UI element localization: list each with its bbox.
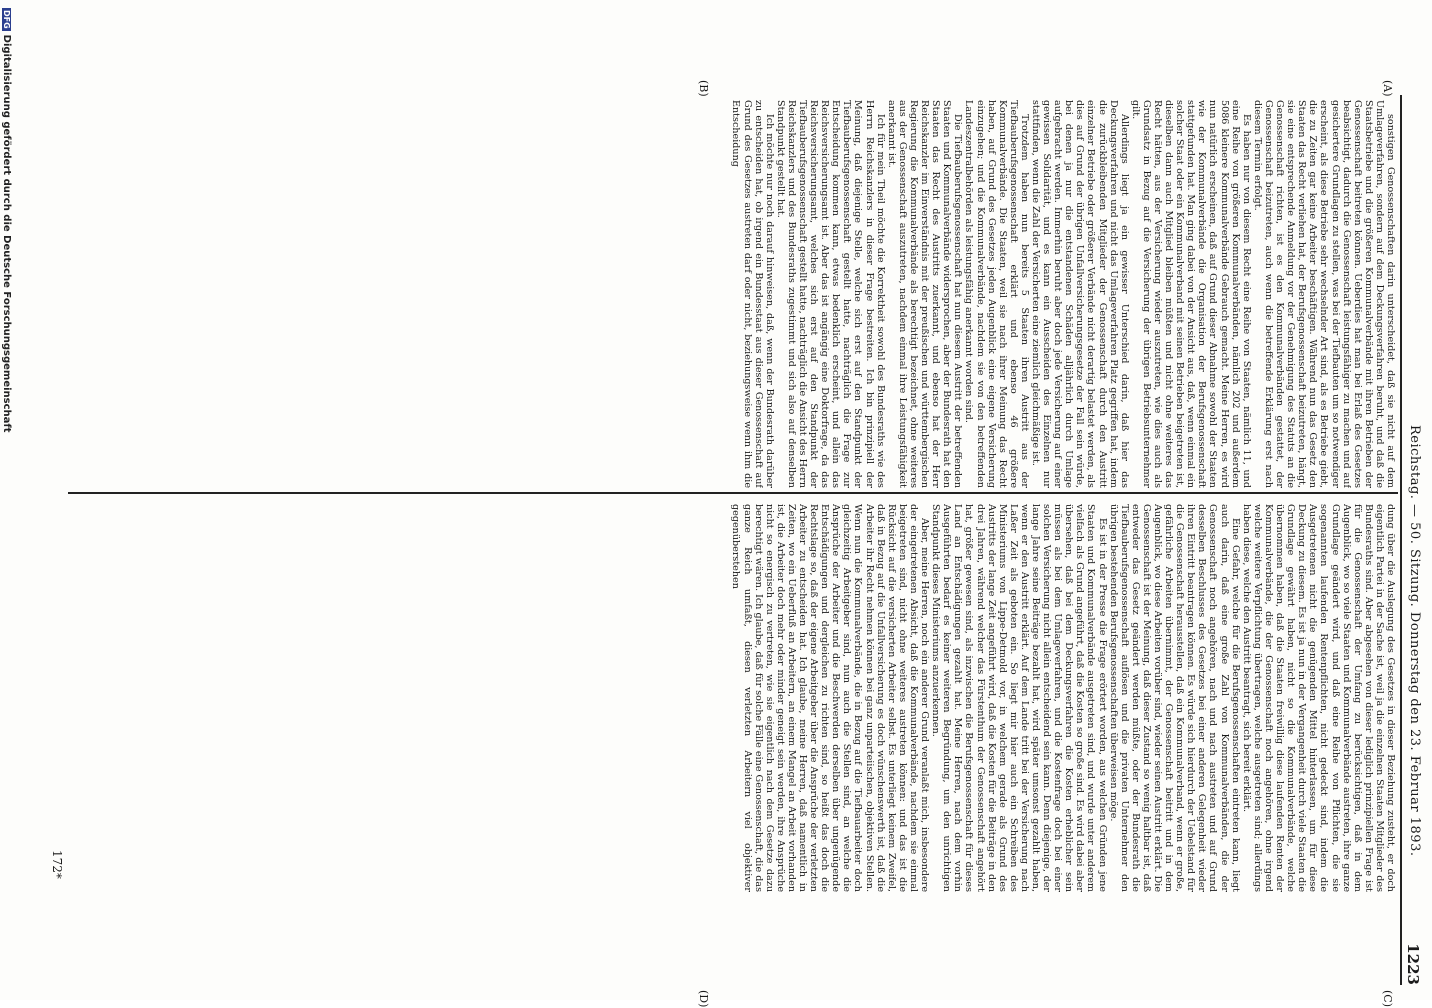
paragraph: dung über die Auslegung des Gesetzes in dieser Beziehung zusteht, er doch eigentlich Partei in der Sache ist, weil ja die einzelnen Staaten Mitglieder des Bundesraths sind. Aber abgesehen von dieser lediglich prinzipiellen Frage ist für die Genossenschaft der Umfang zu berücksichtigen, daß in dem Augenblick, wo so viele Staaten und Kommunalverbände austreten, ihre ganze Grundlage geändert wird, und daß eine Reihe von Pflichten, die sie sogenannten laufenden Rentenpflichten, nicht gedeckt sind, indem die Ausgetretenen nicht die genügenden Mittel hinterlassen, um für diese Deckung zu diesem. Es ist ja nun in der Vergangenheit durch viele Staaten die Grundlage gewährt haben, nicht so die Kommunalverbände, welche übernommen haben, daß die Staaten freiwillig diese laufenden Renten der Kommunalverbände, die der Genossenschaft noch angehören, ohne irgend welche weitere Verpflichtung übertragen, welche ausgetreten sind; allerdings haben diese, welche den Austritt beantragt, sich bereit erklärt.: [1240, 504, 1396, 892]
page-number: 1223: [1404, 943, 1422, 985]
paragraph: Ich für mein Theil möchte die Korrektheit sowohl des Bundesraths wie des Herrn Reichskanzlers in dieser Frage bestreiten. Ich bin prinzipiell der Meinung, daß diejenige Stelle, welche sich erst auf den Standpunkt der Tiefbauberufsgenossenschaft gestellt hatte, nachträglich die Frage zur Entscheidung kommen kann, etwas bedenklich erscheint, und allein das Reichsversicherungsamt ist. Aber das ist angängig eine Doktorfrage, da das Reichsversicherungsamt, welches sich erst auf den Standpunkt der Tiefbauberufsgenossenschaft gestellt hatte, nachträglich die Ansicht des Herrn Reichskanzlers und des Bundesraths zugestimmt und sich also auf denselben Standpunkt gestellt hat.: [774, 100, 886, 488]
header-title: Reichstag. — 50. Sitzung. Donnerstag den 23. Februar 1893.: [1407, 425, 1422, 857]
paragraph: sonstigen Genossenschaften darin unterscheidet, daß sie nicht auf dem Umlageverfahren, sondern auf dem Deckungsverfahren beruht, und daß die Staatsbetriebe und die größeren Kommunalverbände mit ihren Betrieben der Genossenschaft beitreten können. Ueberdies hat man bei Erlaß des Gesetzes beabsichtigt, dadurch die Genossenschaft leistungsfähiger zu machen und auf gesichertere Grundlagen zu stellen, was bei der Tiefbauten um so notwendiger erscheint, als diese Betriebe sehr wechselnder Art sind, als es Betriebe giebt, die zu Zeiten gar keine Arbeiter beschäftigen. Während nun das Gesetz den Staaten das Recht verliehen hat, der Berufsgenossenschaft beizutreten, hängt, sie eine entsprechende Anmeldung vor der Genehmigung des Statuts an die Genossenschaft richten, ist es den Kommunalverbänden gestattet, der Genossenschaft beizutreten, auch wenn die betreffende Erklärung erst nach diesem Termin erfolgt.: [1251, 100, 1396, 488]
margin-marker-a: (A): [1381, 80, 1394, 97]
paragraph: Ich möchte nur noch darauf hinweisen, daß, wenn der Bundesrath darüber zu entscheiden hat, ob irgend ein Bundesstaat aus dieser Genossenschaft auf Grund des Gesetzes austreten darf oder nicht, beziehungsweise wenn ihm die Entscheidung: [730, 100, 775, 488]
header-rule: [1400, 95, 1402, 985]
dfg-logo-icon: DFG: [2, 10, 11, 29]
right-text-column: [66, 504, 1396, 892]
margin-marker-d: (D): [697, 990, 710, 1008]
column-divider: [68, 492, 1398, 494]
left-text-column: [66, 100, 1396, 488]
signature-mark: 172*: [50, 850, 64, 879]
paragraph: Eine Gefahr, welche für die Berufsgenossenschaften eintreten kann, liegt auch darin, daß eine große Zahl von Kommunalverbänden, die der Genossenschaft noch angehören, nach und nach austreten und auf Grund desselben Beschlusses des Gesetzes bei einer anderen Gelegenheit wieder ihren Eintritt beantragen können. Es würde sich hierdurch der Uebelstand für die Genossenschaft herausstellen, daß ein Kommunalverband, wenn er große, gefährliche Arbeiten übernimmt, der Genossenschaft beitritt und in dem Augenblick, wo diese Arbeiten vorüber sind, wieder seinen Austritt erklärt. Die Genossenschaft ist der Meinung, daß dieser Zustand so wenig haltbar ist, daß entweder das Gesetz geändert werden müßte, oder der Bundesrath die Tiefbauberufsgenossenschaft auflösen und die privaten Unternehmer den übrigen bestehenden Berufsgenossenschaften überweisen möge.: [1107, 504, 1241, 892]
paragraph: Allerdings liegt ja ein gewisser Unterschied darin, daß hier das Deckungsverfahren und nicht das Umlageverfahren Platz gegriffen hat, indem die zurückbleibenden Mitglieder der Genossenschaft durch den Austritt einzelner Betriebe oder größerer Verbände nicht derartig belastet werden, als dies auf Grund der übrigen Unfallversicherungsgesetze der Fall sein würde, bei denen ja nur die entstandenen Schäden alljährlich durch Umlage aufgebracht werden. Immerhin beruht aber doch jede Versicherung auf einer gewissen Solidarität, und es kann ein Ausscheiden des Einzelnen nur stattfinden, wenn die Zahl der Versicherten eine ziemlich gleichmäßige ist.: [1030, 100, 1130, 488]
margin-marker-b: (B): [697, 80, 710, 97]
paragraph: Es ist in der Presse die Frage erörtert worden, aus welchen Gründen jene Staaten und Kommunalverbände ausgetreten sind, und wurde unter anderem vielfach als Grund angeführt, daß die Kosten so große sind. Es wird dabei aber übersehen, daß bei dem Deckungsverfahren die Kosten erheblicher sein müssen als bei dem Umlageverfahren, und die Kostenfrage doch bei einer solchen Versicherung nicht allein entscheidend sein kann. Denn diejenige, der lange Jahre seine Beiträge bezahlt hat, wird später umsonst gezahlt haben, wenn er den Austritt erklärt. Auf dem Lande tritt bei der Versicherung nach Laßer Zeit als geboten ein. So liegt mir hier auch ein Schreiben des Ministeriums von Lippe-Detmold vor, in welchem gerade als Grund des Austritts der lange Zeit angeführt wird, daß die Kosten für die Beiträge in den drei Jahren, während welcher das Fürstenthum der Genossenschaft angehört hat, größer gewesen sind, als inzwischen die Berufsgenossenschaft für dieses Land an Entschädigungen gezahlt hat. Meine Herren, nach dem vorhin Ausgeführten bedarf es keiner weiteren Begründung, um den unrichtigen Standpunkt dieses Ministeriums anzuerkennen.: [930, 504, 1108, 892]
paragraph: Die Tiefbauberufsgenossenschaft hat nun diesem Austritt der betreffenden Staaten und Kommunalverbände widersprochen, aber der Bundesrath hat den Staaten das Recht des Austritts zuerkannt, und ebenso hat der Herr Reichskanzler im Einverständnis mit der preußischen und württembergischen Regierung die Kommunalverbände als berechtigt bezeichnet, ohne weiteres aus der Genossenschaft auszutreten, nachdem einmal ihre Leistungsfähigkeit anerkannt ist.: [885, 100, 964, 488]
digitization-note-text: Digitalisierung gefördert durch die Deutsche Forschungsgemeinschaft: [1, 34, 12, 433]
digitization-note: [0, 0, 12, 1008]
paragraph: Es haben nur von diesem Recht eine Reihe von Staaten, nämlich 11, und eine Reihe von größeren Kommunalverbänden, nämlich 202 und außerdem 5086 kleinere Kommunalverbände Gebrauch gemacht. Meine Herren, es wird nun natürlich erscheinen, daß auf Grund dieser Abnahme sowohl der Staaten wie der Kommunalverbände die Organisation der Berufsgenossenschaft stattgefunden hat. Man ging dabei von der Ansicht aus, daß, wenn einmal ein solcher Staat oder ein Kommunalverband mit seinen Betrieben beigetreten ist, dieselben dann auch Mitglied bleiben müßten und nicht ohne weiteres das Recht hätten, aus der Versicherung wieder auszutreten, wie dies auch als Grundsatz in Bezug auf die Versicherung der übrigen Betriebsunternehmer gilt.: [1129, 100, 1252, 488]
paragraph: Aber, meine Herren, noch ein anderer Grund veranlaßt mich, insbesondere der eingetretenen Absicht, daß die Kommunalverbände, nachdem sie einmal beigetreten sind, nicht ohne weiteres austreten können: und das ist die Rücksicht auf die versicherten Arbeiter selbst. Es unterliegt keinem Zweifel, daß in Bezug auf die Unfallversicherung es doch wünschenswerth ist, daß die Arbeiter ihr Recht nehmen können bei ganz unparteiischen, objektiven Stellen. Wenn nun die Kommunalverbände, die in Bezug auf die Tiefbauarbeiter doch gleichzeitig Arbeitgeber sind, nun auch die Stellen sind, an welche die Ansprüche der Arbeiter und die Beschwerden derselben über ungenügende Entschädigungen und dergleichen zu richten sind, so heißt das doch die Rechtslage so, daß der eigene Arbeitgeber über die Ansprüche der verletzten Arbeiter zu entscheiden hat. Ich glaube, meine Herren, daß namentlich in Zeiten, wo ein Ueberfluß an Arbeitern, an einem Mangel an Arbeit vorhanden ist, die Arbeiter doch mehr oder minder geneigt sein werden, ihre Ansprüche nicht so energisch zu vertreten, wie sie eigentlich nach dem Gesetze dazu berechtigt wären. Ich glaube, daß für solche Fälle eine Genossenschaft, die das ganze Reich umfaßt, diesen verletzten Arbeitern viel objektiver gegenüberstehen: [730, 504, 931, 892]
margin-marker-c: (C): [1381, 990, 1394, 1007]
page-header: [1400, 95, 1422, 985]
paragraph: Trotzdem haben nun bereits 5 Staaten ihren Austritt aus der Tiefbauberufsgenossenschaft erklärt und ebenso 46 größere Kommunalverbände. Die Staaten, weil sie nach ihrer Meinung das Recht haben, auf Grund des Gesetzes jeden Augenblick eine eigene Versicherung einzugehen; und die Kommunalverbände, nachdem sie von den betreffenden Landeszentralbehörden als leistungsfähig anerkannt worden sind.: [963, 100, 1030, 488]
